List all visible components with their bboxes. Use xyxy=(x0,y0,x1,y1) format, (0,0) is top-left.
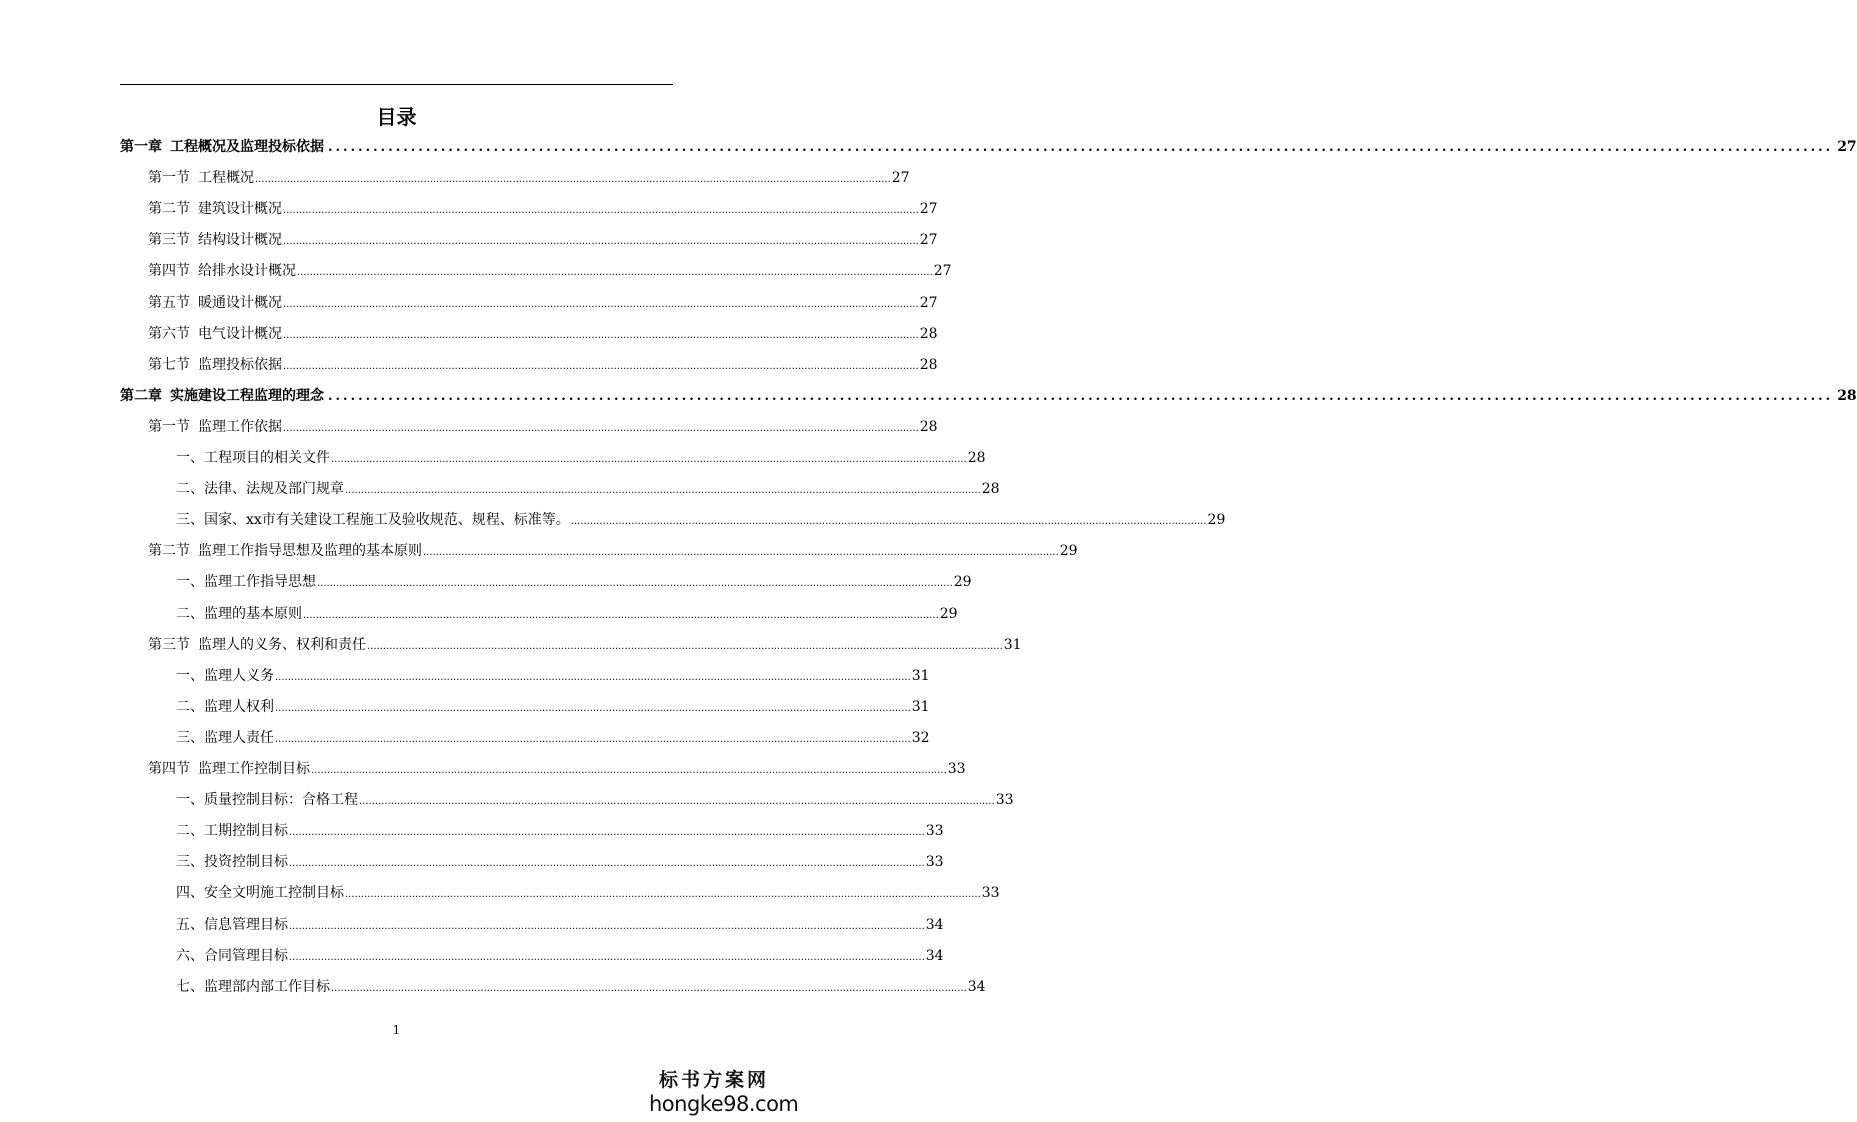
toc-entry-text: 六、合同管理目标 xyxy=(176,948,288,964)
toc-entry-number: 第三节 xyxy=(148,637,190,653)
toc-entry-page-number: 31 xyxy=(911,699,930,715)
toc-dot-leader: ........................................................................................................................................................................................................ xyxy=(283,423,919,434)
toc-entry-page-number: 29 xyxy=(1207,512,1226,528)
toc-entry-label xyxy=(176,790,358,810)
toc-subsection-entry[interactable] xyxy=(176,883,1000,903)
toc-entry-label xyxy=(176,977,330,997)
toc-section-entry[interactable] xyxy=(148,293,938,313)
page-number: 1 xyxy=(392,1023,401,1037)
toc-subsection-entry[interactable] xyxy=(176,821,944,841)
toc-entry-text: 实施建设工程监理的理念 xyxy=(170,388,324,404)
toc-dot-leader: ........................................................................................................................................................................................................ xyxy=(423,547,1059,558)
toc-entry-page-number: 29 xyxy=(1059,543,1078,559)
toc-subsection-entry[interactable] xyxy=(176,697,930,717)
toc-entry-text: 电气设计概况 xyxy=(198,326,282,342)
toc-entry-text: 一、监理工作指导思想 xyxy=(176,574,316,590)
toc-dot-leader: ........................................................................................................................................................................................................ xyxy=(367,641,1003,652)
toc-entry-page-number: 32 xyxy=(911,730,930,746)
toc-entry-page-number: 33 xyxy=(925,823,944,839)
toc-dot-leader: ........................................................................................................................................................................................................ xyxy=(275,734,911,745)
toc-subsection-entry[interactable] xyxy=(176,790,1014,810)
toc-entry-page-number: 33 xyxy=(995,792,1014,808)
toc-entry-label xyxy=(176,728,274,748)
toc-entry-label xyxy=(176,883,344,903)
toc-entry-page-number: 34 xyxy=(925,948,944,964)
toc-entry-page-number: 28 xyxy=(919,357,938,373)
toc-subsection-entry[interactable] xyxy=(176,604,958,624)
toc-dot-leader: ........................................................................................................................................................................................................ xyxy=(331,454,967,465)
toc-entry-page-number: 28 xyxy=(981,481,1000,497)
watermark-url: hongke98.com xyxy=(649,1092,799,1116)
toc-entry-text: 二、法律、法规及部门规章 xyxy=(176,481,344,497)
toc-entry-page-number: 29 xyxy=(939,606,958,622)
toc-entry-label xyxy=(176,697,274,717)
toc-entry-text: 监理投标依据 xyxy=(198,357,282,373)
toc-subsection-entry[interactable] xyxy=(176,915,944,935)
toc-entry-text: 四、安全文明施工控制目标 xyxy=(176,885,344,901)
toc-dot-leader: ........................................................................................................................................................................................................ xyxy=(331,983,967,994)
toc-entry-number: 第二章 xyxy=(120,388,162,404)
toc-entry-label xyxy=(148,199,282,219)
toc-entry-label xyxy=(148,541,422,561)
toc-subsection-entry[interactable] xyxy=(176,666,930,686)
toc-entry-page-number: 27 xyxy=(891,170,910,186)
toc-dot-leader: ........................................................................................................................................................................................................ xyxy=(289,858,925,869)
toc-subsection-entry[interactable] xyxy=(176,479,1000,499)
toc-entry-label xyxy=(176,510,570,530)
toc-dot-leader: ........................................................................................................................................................................................................ xyxy=(570,516,1207,527)
toc-entry-page-number: 27 xyxy=(933,263,952,279)
toc-entry-page-number: 33 xyxy=(925,854,944,870)
toc-entry-label xyxy=(148,324,282,344)
toc-entry-text: 二、监理人权利 xyxy=(176,699,274,715)
toc-entry-label xyxy=(176,479,344,499)
toc-entry-page-number: 28 xyxy=(919,326,938,342)
toc-entry-text: 一、质量控制目标：合格工程 xyxy=(176,792,358,808)
toc-entry-text: 给排水设计概况 xyxy=(198,263,296,279)
toc-entry-page-number: 33 xyxy=(947,761,966,777)
toc-dot-leader: ........................................................................................................................................................................................................ xyxy=(283,205,919,216)
toc-entry-page-number: 27 xyxy=(1837,139,1857,155)
toc-entry-text: 三、国家、xx市有关建设工程施工及验收规范、规程、标准等。 xyxy=(176,512,570,528)
toc-chapter-entry[interactable] xyxy=(120,386,1857,406)
toc-section-entry[interactable] xyxy=(148,199,938,219)
toc-entry-number: 第四节 xyxy=(148,263,190,279)
toc-dot-leader: ........................................................................................................................................................................................................ xyxy=(303,610,939,621)
toc-dot-leader: ........................................................................................................................................................................................................ xyxy=(283,236,919,247)
toc-section-entry[interactable] xyxy=(148,261,952,281)
toc-entry-text: 七、监理部内部工作目标 xyxy=(176,979,330,995)
toc-section-entry[interactable] xyxy=(148,417,938,437)
toc-dot-leader: ........................................................................................................................................................................................................ xyxy=(275,672,911,683)
toc-entry-number: 第二节 xyxy=(148,201,190,217)
toc-entry-text: 工程概况 xyxy=(198,170,254,186)
toc-entry-label xyxy=(176,604,302,624)
toc-entry-label xyxy=(176,572,316,592)
toc-entry-number: 第一章 xyxy=(120,139,162,155)
toc-entry-label xyxy=(148,417,282,437)
toc-entry-label xyxy=(148,293,282,313)
toc-entry-number: 第六节 xyxy=(148,326,190,342)
toc-entry-label xyxy=(176,666,274,686)
toc-subsection-entry[interactable] xyxy=(176,728,930,748)
toc-entry-text: 监理工作依据 xyxy=(198,419,282,435)
toc-entry-label xyxy=(120,386,324,406)
toc-dot-leader: ........................................................................................................................................................................................................ xyxy=(255,174,891,185)
toc-dot-leader: ........................................................................................................................................................................................................ xyxy=(289,952,925,963)
toc-subsection-entry[interactable] xyxy=(176,852,944,872)
toc-dot-leader: ........................................................................................................................................................................................................ xyxy=(297,267,933,278)
toc-entry-text: 暖通设计概况 xyxy=(198,295,282,311)
toc-entry-label xyxy=(148,168,254,188)
toc-section-entry[interactable] xyxy=(148,759,966,779)
toc-entry-text: 监理人的义务、权利和责任 xyxy=(198,637,366,653)
toc-entry-page-number: 27 xyxy=(919,295,938,311)
toc-dot-leader: ........................................................................................................................................................................................................ xyxy=(328,140,1834,155)
toc-entry-page-number: 34 xyxy=(967,979,986,995)
toc-entry-label xyxy=(176,915,288,935)
toc-entry-page-number: 27 xyxy=(919,232,938,248)
toc-dot-leader: ........................................................................................................................................................................................................ xyxy=(283,361,919,372)
toc-section-entry[interactable] xyxy=(148,230,938,250)
toc-dot-leader: ........................................................................................................................................................................................................ xyxy=(345,485,981,496)
toc-entry-text: 监理工作控制目标 xyxy=(198,761,310,777)
toc-entry-number: 第七节 xyxy=(148,357,190,373)
toc-subsection-entry[interactable] xyxy=(176,572,972,592)
toc-dot-leader: ........................................................................................................................................................................................................ xyxy=(328,389,1834,404)
toc-entry-label xyxy=(148,355,282,375)
toc-dot-leader: ........................................................................................................................................................................................................ xyxy=(289,827,925,838)
toc-dot-leader: ........................................................................................................................................................................................................ xyxy=(345,889,981,900)
toc-entry-text: 一、工程项目的相关文件 xyxy=(176,450,330,466)
toc-dot-leader: ........................................................................................................................................................................................................ xyxy=(289,921,925,932)
toc-entry-label xyxy=(148,261,296,281)
toc-entry-number: 第四节 xyxy=(148,761,190,777)
toc-dot-leader: ........................................................................................................................................................................................................ xyxy=(275,703,911,714)
toc-entry-label xyxy=(176,821,288,841)
toc-dot-leader: ........................................................................................................................................................................................................ xyxy=(283,299,919,310)
toc-entry-text: 工程概况及监理投标依据 xyxy=(170,139,324,155)
toc-section-entry[interactable] xyxy=(148,355,938,375)
toc-entry-text: 三、投资控制目标 xyxy=(176,854,288,870)
toc-entry-number: 第一节 xyxy=(148,170,190,186)
toc-section-entry[interactable] xyxy=(148,541,1078,561)
toc-entry-text: 二、监理的基本原则 xyxy=(176,606,302,622)
toc-entry-label xyxy=(148,230,282,250)
toc-entry-text: 一、监理人义务 xyxy=(176,668,274,684)
toc-entry-number: 第二节 xyxy=(148,543,190,559)
toc-entry-label xyxy=(176,448,330,468)
toc-section-entry[interactable] xyxy=(148,324,938,344)
toc-entry-text: 二、工期控制目标 xyxy=(176,823,288,839)
toc-subsection-entry[interactable] xyxy=(176,946,944,966)
watermark-logo xyxy=(649,1068,799,1116)
toc-entry-page-number: 28 xyxy=(919,419,938,435)
toc-entry-text: 五、信息管理目标 xyxy=(176,917,288,933)
toc-entry-label xyxy=(148,635,366,655)
toc-subsection-entry[interactable] xyxy=(176,448,986,468)
toc-entry-label xyxy=(148,759,310,779)
toc-entry-page-number: 28 xyxy=(1837,388,1857,404)
toc-dot-leader: ........................................................................................................................................................................................................ xyxy=(311,765,947,776)
toc-subsection-entry[interactable] xyxy=(176,977,986,997)
toc-entry-label xyxy=(176,946,288,966)
toc-entry-text: 三、监理人责任 xyxy=(176,730,274,746)
toc-dot-leader: ........................................................................................................................................................................................................ xyxy=(359,796,995,807)
toc-entry-number: 第五节 xyxy=(148,295,190,311)
toc-entry-number: 第三节 xyxy=(148,232,190,248)
toc-entry-label xyxy=(176,852,288,872)
toc-section-entry[interactable] xyxy=(148,635,1022,655)
toc-entry-page-number: 33 xyxy=(981,885,1000,901)
toc-entry-page-number: 34 xyxy=(925,917,944,933)
toc-entry-text: 建筑设计概况 xyxy=(198,201,282,217)
toc-subsection-entry[interactable] xyxy=(176,510,1226,530)
toc-dot-leader: ........................................................................................................................................................................................................ xyxy=(283,330,919,341)
watermark-chinese-text: 标书方案网 xyxy=(658,1069,769,1091)
toc-entry-label xyxy=(120,137,324,157)
toc-dot-leader: ........................................................................................................................................................................................................ xyxy=(317,578,953,589)
toc-section-entry[interactable] xyxy=(148,168,910,188)
toc-entry-page-number: 29 xyxy=(953,574,972,590)
toc-entry-page-number: 28 xyxy=(967,450,986,466)
toc-entry-text: 监理工作指导思想及监理的基本原则 xyxy=(198,543,422,559)
toc-entry-number: 第一节 xyxy=(148,419,190,435)
toc-title: 目录 xyxy=(376,105,417,129)
toc-chapter-entry[interactable] xyxy=(120,137,1857,157)
toc-entry-page-number: 31 xyxy=(1003,637,1022,653)
toc-entry-page-number: 27 xyxy=(919,201,938,217)
toc-entry-page-number: 31 xyxy=(911,668,930,684)
toc-entry-text: 结构设计概况 xyxy=(198,232,282,248)
